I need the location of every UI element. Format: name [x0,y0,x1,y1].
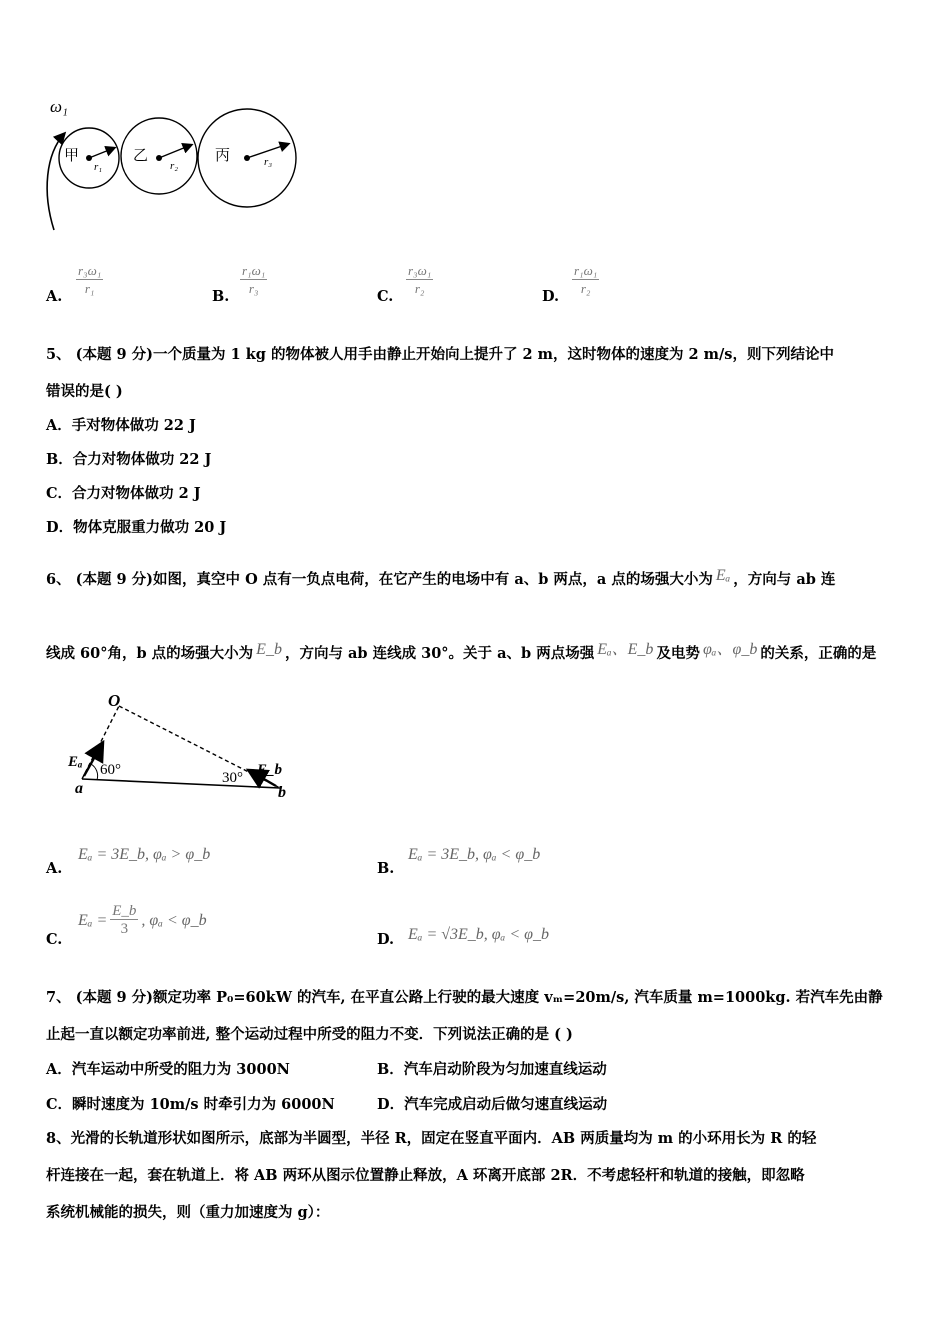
q6-line2-text-b: ，方向与 ab 连线成 30°。关于 a、b 两点场强 [284,645,595,662]
q7-stem-line2: 止起一直以额定功率前进, 整个运动过程中所受的阻力不变．下列说法正确的是 ( ) [46,1026,573,1043]
angle-b-label: 30° [222,770,243,786]
radius-label-r1: r₁ [94,161,103,173]
radius-label-r3: r₃ [264,156,273,168]
q7-option-b[interactable]: B．汽车启动阶段为匀加速直线运动 [377,1061,607,1078]
field-label-ea: Eₐ [68,754,83,770]
q7-option-d[interactable]: D．汽车完成启动后做匀速直线运动 [377,1096,608,1113]
q6-option-d-expr: Eₐ = √3E_b, φₐ < φ_b [408,926,549,943]
q7-option-a[interactable]: A．汽车运动中所受的阻力为 3000N [46,1061,290,1078]
wheels-figure [38,92,303,237]
q6-line2-text-d: 的关系，正确的是 [760,645,877,662]
q4-option-d-letter[interactable]: D. [542,288,560,305]
q8-stem-line2: 杆连接在一起，套在轨道上．将 AB 两环从图示位置静止释放，A 环离开底部 2R．不考虑轻杆和轨道的接触，即忽略 [46,1167,805,1184]
wheel-name-jia: 甲 [64,146,80,164]
q6-option-a-expr: Eₐ = 3E_b, φₐ > φ_b [78,846,211,863]
q6-math-eb: E_b [256,641,282,658]
q6-stem-line1 [46,566,835,590]
q6-option-b-expr: Eₐ = 3E_b, φₐ < φ_b [408,846,541,863]
omega-label: ω₁ [50,97,68,116]
q4-option-d-fraction: $\frac{\text{r₁ω₁}}{\text{r₂}}$ [574,263,598,296]
q4-option-c-letter[interactable]: C. [377,288,394,305]
q8-stem-line1: 8、光滑的长轨道形状如图所示，底部为半圆型，半径 R，固定在竖直平面内．AB 两质量均为 m 的小环用长为 R 的轻 [46,1130,817,1147]
q6-math-phi: φₐ、φ_b [702,641,758,658]
q6-math-ea: Eₐ [715,567,731,584]
field-label-eb: E_b [257,762,283,778]
q6-option-c-letter[interactable]: C. [46,931,63,948]
q7-option-c[interactable]: C．瞬时速度为 10m/s 时牵引力为 6000N [46,1096,335,1113]
point-o-label: O [108,691,121,710]
segment-ab [82,779,280,788]
q4-option-b-fraction: $\frac{\text{r₁ω₁}}{\text{r₃}}$ [242,263,266,296]
wheel-name-bing: 丙 [215,146,231,164]
radius-label-r2: r₂ [170,160,179,172]
rotation-arrow [47,134,64,230]
q6-line2-text-a: 线成 60°角，b 点的场强大小为 [46,645,254,662]
q6-option-d-letter[interactable]: D. [377,931,395,948]
q4-option-b-letter[interactable]: B. [212,288,230,305]
q5-stem-line2: 错误的是( ) [46,383,123,400]
q6-line2-text-c: 及电势 [656,645,700,662]
q6-line1-text-a: 6、 (本题 9 分)如图，真空中 O 点有一负点电荷，在它产生的电场中有 a、b 两点，a 点的场强大小为 [46,571,713,588]
q6-option-a-letter[interactable]: A. [46,860,63,877]
q8-stem-line3: 系统机械能的损失，则（重力加速度为 g）： [46,1204,330,1221]
q6-option-b-letter[interactable]: B. [377,860,395,877]
q4-option-a-letter[interactable]: A. [46,288,63,305]
q6-option-c-expr: Eₐ = $\frac{E\_b}{3}$ , φₐ < φ_b [78,903,207,937]
q7-stem-line1: 7、 (本题 9 分)额定功率 P₀=60kW 的汽车, 在平直公路上行驶的最大速度 vₘ=20m/s, 汽车质量 m=1000kg. 若汽车先由静 [46,989,883,1006]
q5-option-b[interactable]: B．合力对物体做功 22 J [46,451,212,468]
q5-option-d[interactable]: D．物体克服重力做功 20 J [46,519,227,536]
wheel-name-yi: 乙 [133,146,149,164]
q5-option-c[interactable]: C．合力对物体做功 2 J [46,485,201,502]
q6-math-ea-eb: Eₐ、E_b [597,641,654,658]
q4-option-a-fraction: $\frac{\text{r₃ω₁}}{\text{r₁}}$ [78,263,102,296]
point-b-label: b [278,784,286,801]
q4-option-c-fraction: $\frac{\text{r₃ω₁}}{\text{r₂}}$ [408,263,432,296]
q6-line1-text-b: ，方向与 ab 连 [733,571,836,588]
point-a-label: a [75,780,83,797]
q6-stem-line2 [46,640,876,664]
q5-option-a[interactable]: A．手对物体做功 22 J [46,417,196,434]
q5-stem-line1: 5、 (本题 9 分)一个质量为 1 kg 的物体被人用手由静止开始向上提升了 2 m，这时物体的速度为 2 m/s，则下列结论中 [46,346,834,363]
field-figure [50,680,300,805]
angle-a-label: 60° [100,762,121,778]
